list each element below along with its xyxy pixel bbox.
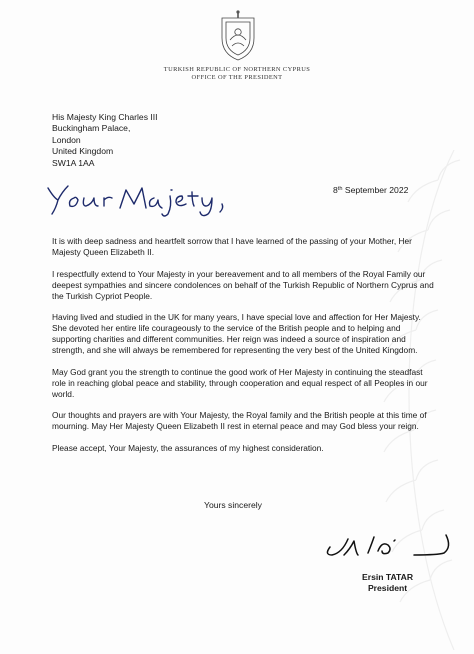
closing-phrase: Yours sincerely: [204, 500, 262, 510]
handwritten-salutation: [42, 180, 242, 220]
signer-title: President: [367, 583, 408, 593]
letterhead-org-name: TURKISH REPUBLIC OF NORTHERN CYPRUS: [163, 66, 311, 73]
address-line: SW1A 1AA: [52, 157, 95, 168]
body-paragraph: Having lived and studied in the UK for many years, I have special love and affection for Her Majesty. She devoted her entire life courageously to the service of the British people and to helping and supporting charities and different communities. Her reign was indeed a source of inspiration and strength, and she will always be remembered for representing the very best of the United Kingdom.: [52, 312, 421, 355]
recipient-address: [52, 112, 158, 169]
body-paragraph: May God grant you the strength to continue the good work of Her Majesty in continuing the steadfast role in reaching global peace and stability, through cooperation and equal respect of all Peoples in our world.: [52, 366, 428, 399]
signer-name: Ersin TATAR: [362, 572, 414, 582]
address-line: United Kingdom: [52, 146, 114, 157]
body-paragraph: Our thoughts and prayers are with Your Majesty, the Royal family and the British people at this time of mourning. May Her Majesty Queen Elizabeth II rest in eternal peace and may God bless your reign.: [52, 410, 427, 431]
letter-date: 8th September 2022: [333, 185, 409, 195]
letterhead-office: OFFICE OF THE PRESIDENT: [191, 74, 283, 81]
handwritten-signature: [318, 525, 463, 565]
body-paragraph: Please accept, Your Majesty, the assurances of my highest consideration.: [52, 442, 324, 453]
presidential-seal-icon: [212, 8, 264, 62]
body-paragraph: It is with deep sadness and heartfelt sorrow that I have learned of the passing of your Mother, Her Majesty Queen Elizabeth II.: [52, 236, 412, 257]
letter-body: [52, 236, 434, 464]
address-line: London: [52, 134, 81, 145]
address-line: Buckingham Palace,: [52, 123, 131, 134]
body-paragraph: I respectfully extend to Your Majesty in your bereavement and to all members of the Royal Family our deepest sympathies and sincere condolences on behalf of the Turkish Republic of Northern Cyprus and the Turkish Cypriot People.: [52, 268, 434, 301]
signer-block: [362, 572, 413, 594]
address-line: His Majesty King Charles III: [52, 112, 158, 122]
